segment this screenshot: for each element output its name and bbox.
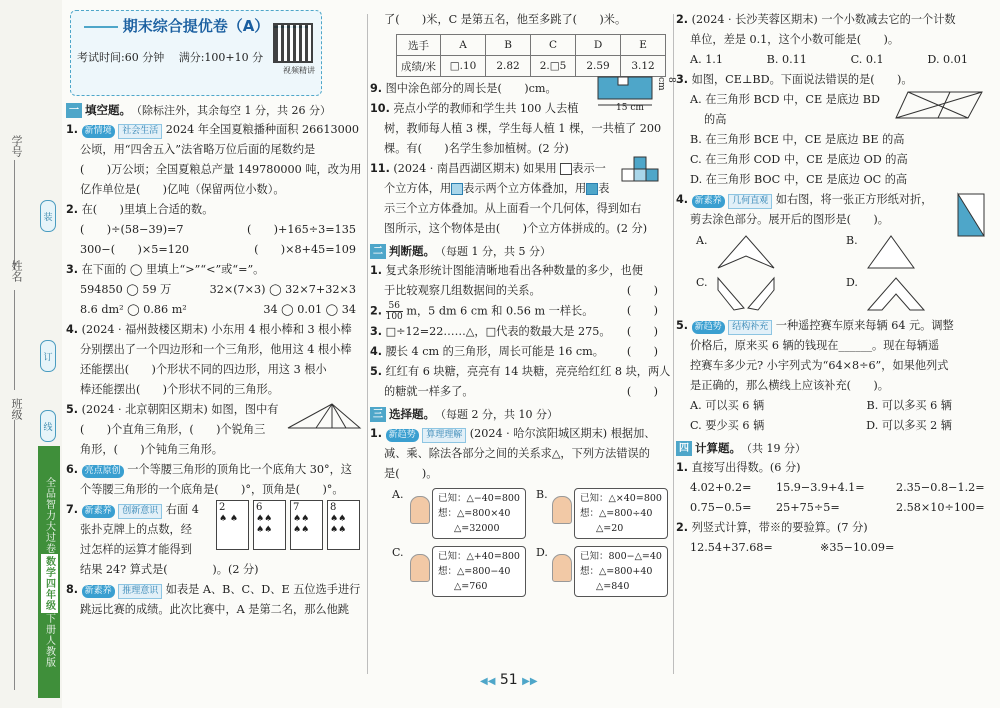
- spade-icon: ♠♠ ♠♠: [293, 514, 310, 535]
- tag-new-literacy: 新素养: [82, 505, 115, 518]
- question-number: 1.: [370, 427, 383, 440]
- option-a-shape[interactable]: [716, 234, 776, 270]
- binding-margin: [0, 0, 62, 708]
- spade-icon: ♠♠ ♠♠: [330, 514, 347, 535]
- section-title: 计算题。: [695, 441, 741, 455]
- tag-new-trend: 新趋势: [386, 429, 419, 442]
- tag-new-literacy: 新素养: [692, 195, 725, 208]
- bubble-line: 已知：△−40=800: [438, 493, 520, 504]
- question-number: 4.: [370, 345, 383, 358]
- option-label[interactable]: D.: [536, 546, 548, 559]
- expression: 25+75÷5=: [776, 501, 840, 514]
- section-title: 判断题。: [389, 244, 435, 258]
- question-text: 控赛车多少元? 小宇列式为“64×8÷6”，如果他列式: [690, 359, 949, 372]
- question-text: 如右图，将一张正方形纸对折，: [775, 193, 933, 206]
- exam-time: 考试时间:60 分钟: [77, 51, 165, 64]
- question-text: 角形，( )个钝角三角形。: [80, 443, 223, 456]
- expression: 4.02+0.2=: [690, 481, 752, 494]
- class-label: 班级: [10, 398, 23, 420]
- bubble-line: 想：△=800+40: [580, 566, 653, 577]
- question-text: 是正确的，那么横线上应该补充( )。: [690, 379, 889, 392]
- table-cell: 2.□5: [531, 56, 576, 77]
- section-true-false: [370, 243, 672, 259]
- column-2: [370, 10, 676, 600]
- question-5: [66, 400, 366, 460]
- section-title: 填空题。: [85, 103, 131, 117]
- question-text: 在下面的 ◯ 里填上“>”“<”或“=”。: [81, 263, 265, 276]
- option-a-bubble[interactable]: [432, 488, 526, 539]
- column-divider: [673, 14, 674, 674]
- question-text: 图所示，这个物体是由( )个立方体拼成的。(2 分): [384, 222, 648, 235]
- question-text: 腰长 4 cm 的三角形，周长可能是 16 cm。: [385, 345, 604, 358]
- question-text: ( )万公顷；全国夏粮总产量 149780000 吨，改为用: [80, 163, 362, 176]
- comparison: 34 ◯ 0.01 ◯ 34: [263, 303, 356, 316]
- question-4: [66, 320, 366, 400]
- expression: 0.75−0.5=: [690, 501, 752, 514]
- option[interactable]: B. 0.11: [766, 53, 807, 66]
- column-3: [676, 10, 992, 558]
- tag-new-context: 新情境: [82, 125, 115, 138]
- question-text: 表: [598, 182, 610, 195]
- question-number: 5.: [676, 319, 689, 332]
- spine-edition: 人教版: [43, 634, 55, 668]
- option-c-shape[interactable]: [716, 276, 776, 312]
- equation: ( )÷(58−39)=7: [80, 223, 184, 236]
- table-cell: □.10: [441, 56, 486, 77]
- question-text: 是( )。: [384, 467, 438, 480]
- bubble-line: 想：△=800×40: [438, 508, 511, 519]
- question-text: 个立方体，用: [384, 182, 452, 195]
- answer-blank[interactable]: ( ): [626, 304, 658, 317]
- parallelogram-figure: [894, 88, 984, 124]
- binding-mark-2: 订: [40, 340, 56, 372]
- table-cell: B: [486, 35, 531, 56]
- card: [290, 500, 323, 550]
- option[interactable]: B. 可以多买 6 辆: [866, 399, 952, 412]
- question-number: 6.: [66, 463, 79, 476]
- tag-new-literacy: 新素养: [82, 585, 115, 598]
- dimension-height: 8 cm: [656, 77, 676, 91]
- section-number: 三: [370, 407, 386, 422]
- tag-reasoning: 推理意识: [118, 584, 162, 599]
- equation: 300−( )×5=120: [80, 243, 190, 256]
- question-text: 直接写出得数。(6 分): [691, 461, 801, 474]
- equation: ( )+165÷3=135: [246, 223, 356, 236]
- question-number: 7.: [66, 503, 79, 516]
- judge-5: [370, 362, 672, 402]
- question-text: (2024 · 福州鼓楼区期末) 小东用 4 根小棒和 3 根小棒: [81, 323, 352, 336]
- option[interactable]: D. 0.01: [927, 53, 968, 66]
- question-2: [66, 200, 366, 260]
- section-title: 选择题。: [389, 407, 435, 421]
- card-value: 2: [219, 502, 226, 513]
- question-text: 表示一: [572, 162, 606, 175]
- card-value: 7: [293, 502, 300, 513]
- card: [216, 500, 249, 550]
- double-cube-icon: [451, 183, 463, 195]
- option[interactable]: A. 1.1: [690, 53, 723, 66]
- question-text: 棵。有( )名学生参加植树。(2 分): [384, 142, 569, 155]
- judge-3: [370, 322, 672, 342]
- bubble-line: 已知：800−△=40: [580, 551, 662, 562]
- triangle-figure: [286, 402, 362, 432]
- book-spine: [38, 446, 60, 698]
- triple-cube-icon: [586, 183, 598, 195]
- comparison: 594850 ◯ 59 万: [80, 283, 172, 296]
- folded-paper-figure: [952, 192, 992, 238]
- option-label[interactable]: D.: [846, 276, 858, 289]
- tag-structure: 结构补充: [728, 320, 772, 335]
- option-label[interactable]: A.: [696, 234, 708, 247]
- top-view-figure: [620, 155, 670, 195]
- option[interactable]: B. 在三角形 BCE 中，CE 是底边 BE 的高: [690, 133, 905, 146]
- table-cell: A: [441, 35, 486, 56]
- tag-geometry: 几何直观: [728, 194, 772, 209]
- column-1: [66, 10, 366, 620]
- question-text: 还能摆出( )个形状不同的四边形，用这 3 根小: [80, 363, 327, 376]
- tag-original: 亮点原创: [82, 465, 124, 478]
- judge-2: [370, 301, 672, 322]
- question-text: 表示两个立方体叠加，用: [463, 182, 587, 195]
- exam-info: [77, 49, 263, 65]
- question-1: [66, 120, 366, 200]
- section-note: （每题 2 分，共 10 分）: [435, 408, 558, 421]
- table-cell: 选手: [397, 35, 441, 56]
- question-11: [370, 159, 672, 239]
- question-text: 了( )米，C 是第五名，他至多跳了( )米。: [384, 13, 627, 26]
- question-number: 1.: [370, 264, 383, 277]
- option-label[interactable]: C.: [392, 546, 404, 559]
- expression: ※35−10.09=: [820, 541, 895, 554]
- judge-1: [370, 261, 672, 301]
- question-text: 减、乘、除法各部分之间的关系求△，下列方法错误的: [384, 447, 650, 460]
- question-7: [66, 500, 366, 580]
- student-avatar: [410, 554, 430, 582]
- calc-1: [676, 458, 992, 518]
- question-number: 2.: [66, 203, 79, 216]
- option-label[interactable]: C.: [696, 276, 708, 289]
- question-text: 在( )里填上合适的数。: [81, 203, 214, 216]
- option-label[interactable]: A.: [392, 488, 404, 501]
- choice-2: [676, 10, 992, 70]
- question-text: 红红有 6 块糖，亮亮有 14 块糖，亮亮给红红 8 块，两人: [385, 365, 671, 378]
- question-text: (2024 · 北京朝阳区期末) 如图，图中有: [81, 403, 279, 416]
- option[interactable]: A. 在三角形 BCD 中，CE 是底边 BD: [690, 93, 880, 106]
- option-b-shape[interactable]: [866, 234, 916, 270]
- question-text: 树，教师每人植 3 棵，学生每人植 1 棵，一共植了 200: [384, 122, 662, 135]
- question-number: 3.: [66, 263, 79, 276]
- section-multiple-choice: [370, 406, 672, 422]
- binding-mark-1: 装: [40, 200, 56, 232]
- expression: 15.9−3.9+4.1=: [776, 481, 865, 494]
- question-text: □÷12=22……△，□代表的数最大是 275。: [385, 325, 611, 338]
- card-value: 8: [330, 502, 337, 513]
- bubble-line: △=760: [454, 581, 488, 592]
- qr-code-icon[interactable]: [273, 23, 313, 63]
- option-b-bubble[interactable]: [574, 488, 668, 539]
- question-text: 示三个立方体叠加。从上面看一个几何体，得到如右: [384, 202, 642, 215]
- question-text: 棒还能摆出( )个形状不同的三角形。: [80, 383, 279, 396]
- table-header-row: [397, 35, 666, 56]
- card: [327, 500, 360, 550]
- judge-4: [370, 342, 672, 362]
- question-number: 2.: [676, 13, 689, 26]
- table-cell: 2.82: [486, 56, 531, 77]
- fraction-numerator: 56: [386, 301, 403, 312]
- question-number: 1.: [66, 123, 79, 136]
- fraction-denominator: 100: [385, 312, 403, 322]
- page-title: 期末综合提优卷（A）: [71, 15, 321, 36]
- table-cell: C: [531, 35, 576, 56]
- tag-innovation: 创新意识: [118, 504, 162, 519]
- choice-3: [676, 70, 992, 190]
- option-c-bubble[interactable]: [432, 546, 526, 597]
- question-number: 9.: [370, 82, 383, 95]
- question-text: 复式条形统计图能清晰地看出各种数量的多少，也便: [385, 264, 643, 277]
- spade-icon: ♠ ♠: [219, 514, 238, 524]
- question-text: 亮点小学的教师和学生共 100 人去植: [393, 102, 579, 115]
- question-text: 列竖式计算，带※的要验算。(7 分): [691, 521, 868, 534]
- table-cell: 2.59: [576, 56, 621, 77]
- question-text: (2024 · 长沙芙蓉区期末) 一个小数减去它的一个计数: [691, 13, 956, 26]
- question-text: 跳远比赛的成绩。此次比赛中，A 是第二名，那么他跳: [80, 603, 349, 616]
- single-cube-icon: [560, 163, 572, 175]
- question-text: 分别摆出了一个四边形和一个三角形，他用这 4 根小棒: [80, 343, 352, 356]
- section-number: 四: [676, 441, 692, 456]
- option[interactable]: A. 可以买 6 辆: [690, 399, 765, 412]
- question-text: m，5 dm 6 cm 和 0.56 m 一样长。: [406, 304, 594, 318]
- card: [253, 500, 286, 550]
- expression: 2.58×10÷100=: [896, 501, 985, 514]
- section-number: 一: [66, 103, 82, 118]
- question-text: 如图，CE⊥BD。下面说法错误的是( )。: [691, 73, 913, 86]
- question-text: 个等腰三角形的一个底角是( )°，顶角是( )°。: [80, 483, 344, 496]
- prev-arrow-icon: ◀◀: [480, 676, 496, 687]
- option[interactable]: C. 要少买 6 辆: [690, 419, 765, 432]
- question-text: 亿作单位是( )亿吨（保留两位小数）。: [80, 183, 285, 196]
- option-d-shape[interactable]: [866, 276, 926, 312]
- section-fill-in: [66, 102, 366, 118]
- question-text: 剪去涂色部分。展开后的图形是( )。: [690, 213, 889, 226]
- tag-arithmetic: 算理理解: [422, 428, 466, 443]
- student-avatar: [552, 554, 572, 582]
- page-number: [480, 672, 538, 688]
- table-cell: D: [576, 35, 621, 56]
- option[interactable]: C. 0.1: [850, 53, 884, 66]
- option-label[interactable]: B.: [846, 234, 858, 247]
- question-number: 2.: [370, 304, 383, 318]
- question-text: 如表是 A、B、C、D、E 五位选手进行: [165, 583, 361, 596]
- bubble-line: 已知：△×40=800: [580, 493, 662, 504]
- question-number: 2.: [676, 521, 689, 534]
- question-number: 11.: [370, 162, 390, 175]
- choice-4: [676, 190, 992, 316]
- section-note: （每题 1 分，共 5 分）: [435, 245, 551, 258]
- answer-blank[interactable]: ( ): [626, 325, 658, 338]
- comparison: 32×(7×3) ◯ 32×7+32×3: [209, 283, 356, 296]
- spine-series: 全品智力大过卷: [43, 476, 55, 554]
- question-text: (2024 · 南昌西湖区期末) 如果用: [393, 162, 557, 175]
- question-number: 10.: [370, 102, 390, 115]
- bubble-line: △=840: [596, 581, 630, 592]
- question-number: 4.: [66, 323, 79, 336]
- column-divider: [367, 14, 368, 674]
- class-line: [14, 420, 15, 690]
- question-number: 3.: [676, 73, 689, 86]
- spine-volume: 下册: [43, 612, 55, 635]
- next-arrow-icon: ▶▶: [522, 676, 538, 687]
- choice-5: [676, 316, 992, 436]
- question-text: ( )个直角三角形，( )个锐角三: [80, 423, 266, 436]
- section-calculation: [676, 440, 992, 456]
- bubble-line: 已知：△+40=800: [438, 551, 520, 562]
- option[interactable]: D. 在三角形 BOC 中，CE 是底边 OC 的高: [690, 173, 908, 186]
- section-note: （共 19 分）: [741, 442, 806, 455]
- fraction: [386, 301, 403, 322]
- question-number: 4.: [676, 193, 689, 206]
- question-text: 一种遥控赛车原来每辆 64 元。调整: [775, 319, 954, 332]
- question-text: 的糖就一样多了。: [384, 385, 474, 398]
- calc-2: [676, 518, 992, 558]
- name-label: 姓名: [10, 260, 23, 282]
- student-avatar: [552, 496, 572, 524]
- bubble-line: 想：△=800−40: [438, 566, 511, 577]
- question-text: 于比较观察几组数据间的关系。: [384, 284, 541, 297]
- section-note: （除标注外，其余每空 1 分，共 26 分）: [131, 104, 331, 117]
- answer-blank[interactable]: ( ): [626, 284, 658, 297]
- section-number: 二: [370, 244, 386, 259]
- question-text: (2024 · 哈尔滨阳城区期末) 根据加、: [469, 427, 656, 440]
- table-cell: E: [621, 35, 666, 56]
- question-number: 5.: [66, 403, 79, 416]
- option[interactable]: D. 可以多买 2 辆: [866, 419, 952, 432]
- question-number: 8.: [66, 583, 79, 596]
- bubble-line: △=20: [596, 523, 624, 534]
- question-text: 价格后，原来买 6 辆的钱现在______。现在每辆遥: [690, 339, 940, 352]
- choice-1: [370, 424, 672, 600]
- answer-blank[interactable]: ( ): [626, 345, 658, 358]
- long-jump-table: [396, 34, 666, 77]
- table-row: [397, 56, 666, 77]
- option-label[interactable]: B.: [536, 488, 548, 501]
- equation: ( )×8+45=109: [254, 243, 356, 256]
- question-text: 公顷，用“四舍五入”法省略万位后面的尾数约是: [80, 143, 316, 156]
- question-number: 3.: [370, 325, 383, 338]
- table-cell: 成绩/米: [397, 56, 441, 77]
- expression: 2.35−0.8−1.2=: [896, 481, 985, 494]
- bubble-line: 想：△=800÷40: [580, 508, 653, 519]
- question-3: [66, 260, 366, 320]
- tag-social-life: 社会生活: [118, 124, 162, 139]
- question-text: 张扑克牌上的点数，经: [80, 523, 192, 536]
- student-number-line: [14, 160, 15, 270]
- playing-cards: [216, 500, 360, 550]
- question-text: 图中涂色部分的周长是( )cm。: [385, 82, 557, 95]
- option[interactable]: C. 在三角形 COD 中，CE 是底边 OD 的高: [690, 153, 908, 166]
- question-8: [66, 580, 366, 620]
- qr-label: 视频精讲: [283, 66, 315, 75]
- spade-icon: ♠♠ ♠♠: [256, 514, 273, 535]
- question-number: 1.: [676, 461, 689, 474]
- question-text: 单位，差是 0.1，这个小数可能是( )。: [690, 33, 900, 46]
- binding-mark-3: 线: [40, 410, 56, 442]
- question-text: 过怎样的运算才能得到: [80, 543, 192, 556]
- question-text: 2024 年全国夏粮播种面积 26613000: [165, 123, 359, 136]
- answer-blank[interactable]: ( ): [626, 385, 658, 398]
- option[interactable]: 的高: [704, 113, 727, 126]
- question-text: 右面 4: [165, 503, 199, 516]
- question-text: 一个等腰三角形的顶角比一个底角大 30°，这: [127, 463, 352, 476]
- table-cell: 3.12: [621, 56, 666, 77]
- question-6: [66, 460, 366, 500]
- exam-header: [70, 10, 322, 96]
- dimension-width: 15 cm: [616, 103, 644, 113]
- question-number: 5.: [370, 365, 383, 378]
- page-number-value: 51: [499, 672, 518, 688]
- option-d-bubble[interactable]: [574, 546, 668, 597]
- tag-new-trend: 新趋势: [692, 321, 725, 334]
- student-avatar: [410, 496, 430, 524]
- spine-grade: 数学四年级: [41, 554, 58, 613]
- card-value: 6: [256, 502, 263, 513]
- name-line: [14, 290, 15, 390]
- bubble-line: △=32000: [454, 523, 500, 534]
- question-text: 结果 24? 算式是( )。(2 分): [80, 563, 259, 576]
- student-number-label: 学号: [10, 135, 23, 157]
- full-score: 满分:100+10 分: [178, 51, 264, 64]
- expression: 12.54+37.68=: [690, 541, 773, 554]
- comparison: 8.6 dm² ◯ 0.86 m²: [80, 303, 187, 316]
